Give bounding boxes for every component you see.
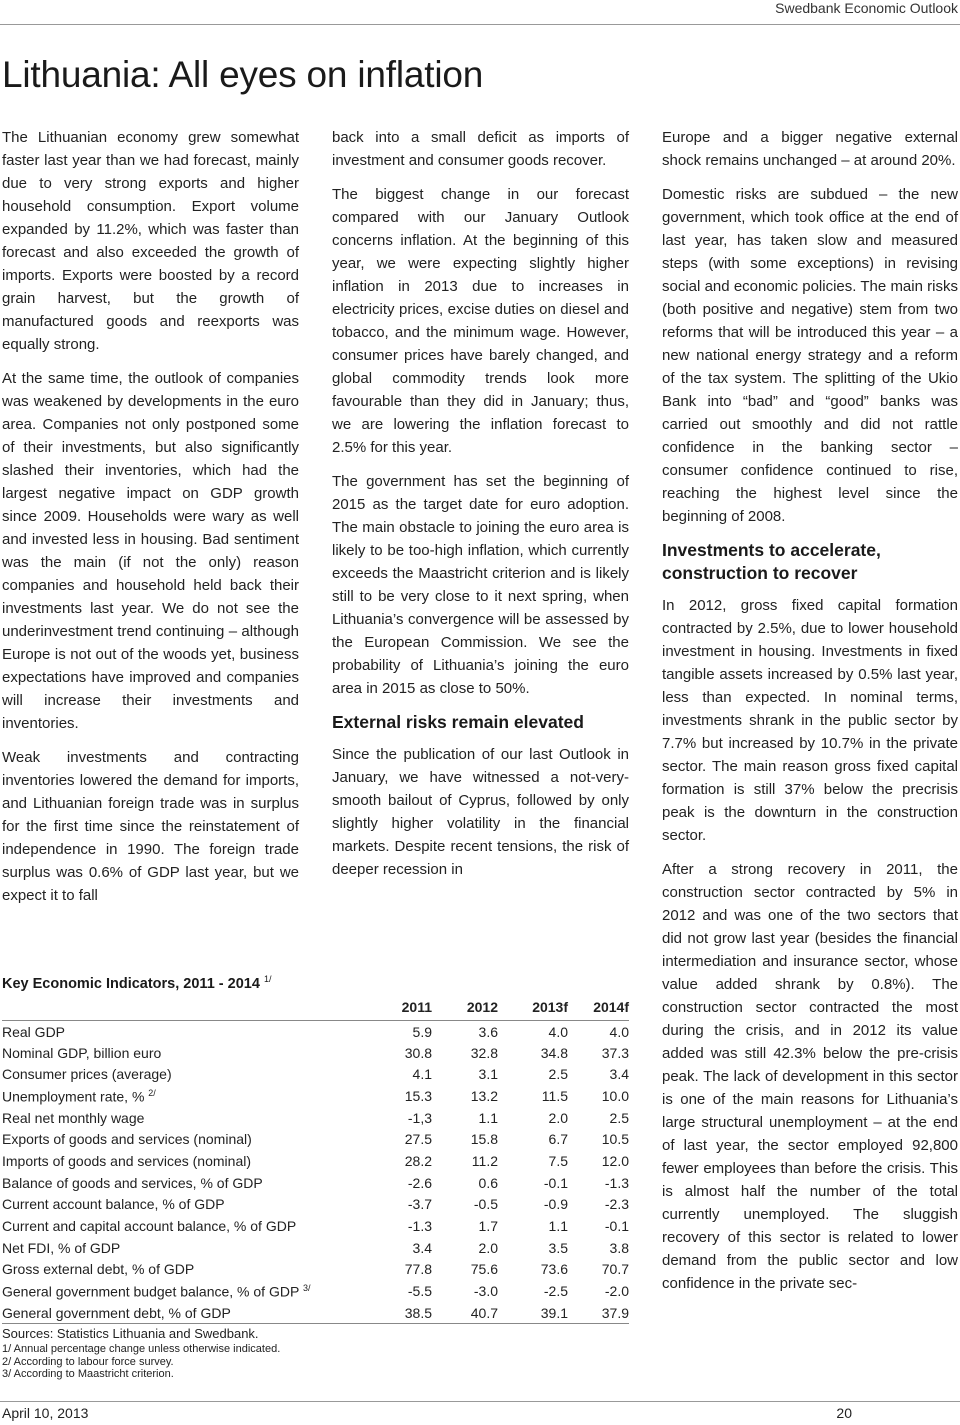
table-cell: 2.0 bbox=[478, 1239, 498, 1256]
table-cell: 3.1 bbox=[478, 1066, 498, 1083]
table-cell: 4.1 bbox=[412, 1066, 432, 1083]
row-label-text: Imports of goods and services (nominal) bbox=[2, 1152, 251, 1169]
table-cell: 3.8 bbox=[609, 1239, 629, 1256]
row-label-text: Real net monthly wage bbox=[2, 1109, 145, 1126]
table-cell: -3.7 bbox=[407, 1196, 432, 1213]
table-cell: 1.1 bbox=[548, 1218, 568, 1235]
section-heading: Investments to accelerate, construction to recover bbox=[662, 540, 881, 583]
table-cell: -1.3 bbox=[407, 1218, 432, 1235]
table-header-cell: 2013f bbox=[498, 996, 568, 1020]
table-cell: 2.5 bbox=[609, 1109, 629, 1126]
table-cell: 37.9 bbox=[568, 1302, 629, 1324]
row-label-text: Balance of goods and services, % of GDP bbox=[2, 1174, 263, 1191]
table-header-cell: 2014f bbox=[568, 996, 629, 1020]
table-row bbox=[2, 1280, 629, 1302]
table-cell: 37.3 bbox=[601, 1044, 629, 1061]
row-label-text: Unemployment rate, % bbox=[2, 1088, 145, 1105]
table-cell: 3.4 bbox=[609, 1066, 629, 1083]
table-note: 1/ Annual percentage change unless otherwise indicated. bbox=[2, 1343, 281, 1355]
table-row bbox=[2, 1194, 629, 1216]
table-cell: 2.5 bbox=[548, 1066, 568, 1083]
paragraph: After a strong recovery in 2011, the construction sector contracted by 5% in 2012 and was one of the two sectors that did not grow last year (besides the financial intermediation and insurance sector, whose value added shrank by 0.8%). The construction sector contracted the most during the crisis, and in 2012 its value added was still 42.3% below the pre-crisis peak. The lack of development in this sector is one of the main reasons for Lithuania’s large structural unemployment – at the end of last year, the sector employed 92,800 fewer employees than before the crisis. This is almost half the number of the total currently unemployed. The sluggish recovery of this sector is related to lower demand from the public sector and low confidence in the private sec- bbox=[662, 861, 958, 1292]
row-label-text: Real GDP bbox=[2, 1024, 66, 1041]
article-column-1 bbox=[2, 126, 299, 918]
table-row bbox=[2, 1085, 629, 1107]
footnote-marker: 2/ bbox=[148, 1087, 156, 1098]
table-cell: 0.6 bbox=[478, 1174, 498, 1191]
row-label bbox=[2, 1020, 373, 1042]
publication-name: Swedbank Economic Outlook bbox=[775, 0, 958, 16]
table-cell: 34.8 bbox=[540, 1044, 568, 1061]
table-cell: 28.2 bbox=[404, 1152, 432, 1169]
row-label bbox=[2, 1042, 373, 1064]
table-cell: 11.2 bbox=[471, 1152, 498, 1169]
row-label bbox=[2, 1172, 373, 1194]
table-cell: 39.1 bbox=[498, 1302, 568, 1324]
paragraph: Domestic risks are subdued – the new government, which took office at the end of last year, has taken slow and measured steps (with some exceptions) in revising social and economic policies. The main risks (both positive and negative) stem from two reforms that will be introduced this year – a new national energy strategy and a reform of the tax system. The splitting of the Ukio Bank into “bad” and “good” banks was carried out smoothly and did not rattle confidence in the banking sector – consumer confidence continued to rise, reaching the highest level since the beginning of 2008. bbox=[662, 186, 958, 525]
page-title: Lithuania: All eyes on inflation bbox=[2, 54, 484, 95]
table-cell: 40.7 bbox=[432, 1302, 498, 1324]
section-heading: External risks remain elevated bbox=[332, 712, 584, 732]
table-header-cell: 2011 bbox=[373, 996, 432, 1020]
footer-date: April 10, 2013 bbox=[2, 1405, 89, 1421]
table-cell: 32.8 bbox=[470, 1044, 498, 1061]
table-cell: 11.5 bbox=[541, 1087, 568, 1104]
table-cell: -0.9 bbox=[543, 1196, 568, 1213]
table-cell: 13.2 bbox=[470, 1087, 498, 1104]
row-label-text: Nominal GDP, billion euro bbox=[2, 1044, 162, 1061]
row-label bbox=[2, 1280, 373, 1302]
table-cell: 15.3 bbox=[404, 1087, 432, 1104]
table-cell: 6.7 bbox=[548, 1131, 568, 1148]
table-cell: 2.0 bbox=[548, 1109, 568, 1126]
article-column-3 bbox=[662, 126, 958, 1306]
table-cell: 77.8 bbox=[404, 1261, 432, 1278]
table-cell: 3.6 bbox=[478, 1024, 498, 1041]
row-label bbox=[2, 1107, 373, 1129]
paragraph: Weak investments and contracting inventories lowered the demand for imports, and Lithuanian foreign trade was in surplus for the first time since the reinstatement of independence in 1990. The foreign trade surplus was 0.6% of GDP last year, but we expect it to fall bbox=[2, 749, 299, 904]
table-row bbox=[2, 1128, 629, 1150]
table-header-label bbox=[2, 996, 373, 1020]
row-label-text: Gross external debt, % of GDP bbox=[2, 1261, 195, 1278]
table-cell: 1.7 bbox=[478, 1218, 498, 1235]
table-cell: -2.6 bbox=[407, 1174, 432, 1191]
table-title bbox=[2, 974, 271, 992]
table-row bbox=[2, 1259, 629, 1281]
table-cell: 10.0 bbox=[601, 1087, 629, 1104]
row-label bbox=[2, 1150, 373, 1172]
paragraph: The biggest change in our forecast compared with our January Outlook concerns inflation. At the beginning of this year, we were expecting slightly higher inflation in 2013 due to increases in electricity prices, excise duties on diesel and tobacco, and the minimum wage. However, consumer prices have barely changed, and global commodity trends look more favourable than they did in January; thus, we are lowering the inflation forecast to 2.5% for this year. bbox=[332, 186, 629, 456]
row-label-text: Exports of goods and services (nominal) bbox=[2, 1131, 252, 1148]
table-cell: 3.5 bbox=[548, 1239, 568, 1256]
table-cell: -1,3 bbox=[407, 1109, 432, 1126]
table-cell: 73.6 bbox=[540, 1261, 568, 1278]
table-note: 3/ According to Maastricht criterion. bbox=[2, 1368, 174, 1380]
row-label-text: Current and capital account balance, % of GDP bbox=[2, 1218, 297, 1235]
table-cell: 7.5 bbox=[548, 1152, 568, 1169]
table-cell: -3.0 bbox=[473, 1283, 498, 1300]
row-label-text: Current account balance, % of GDP bbox=[2, 1196, 225, 1213]
table-row bbox=[2, 1302, 629, 1324]
row-label-text: General government debt, % of GDP bbox=[2, 1304, 231, 1321]
key-indicators-table bbox=[2, 996, 629, 1324]
table-cell: 38.5 bbox=[373, 1302, 432, 1324]
table-row bbox=[2, 1063, 629, 1085]
paragraph: At the same time, the outlook of companies was weakened by developments in the euro area. Companies not only postponed some of their investments, but also significantly slashed their inventories, which had the largest negative impact on GDP growth since 2009. Households were wary as well and invested less in housing. Bad sentiment was the main (if not the only) reason companies and household held back their investments last year. We do not see the underinvestment trend continuing – although Europe is not out of the woods yet, business expectations have improved and companies will increase their investments and inventories. bbox=[2, 370, 299, 732]
table-cell: 75.6 bbox=[470, 1261, 498, 1278]
table-cell: -5.5 bbox=[407, 1283, 432, 1300]
table-cell: 3.4 bbox=[412, 1239, 432, 1256]
row-label bbox=[2, 1063, 373, 1085]
table-cell: 4.0 bbox=[548, 1024, 568, 1041]
table-body bbox=[2, 1020, 629, 1324]
table-header-row bbox=[2, 996, 629, 1020]
table-cell: 1.1 bbox=[478, 1109, 498, 1126]
table-title-text: Key Economic Indicators, 2011 - 2014 bbox=[2, 975, 260, 992]
footnote-marker: 3/ bbox=[302, 1282, 311, 1293]
table-row bbox=[2, 1042, 629, 1064]
table-cell: -0.1 bbox=[604, 1218, 629, 1235]
row-label-text: Net FDI, % of GDP bbox=[2, 1239, 121, 1256]
row-label-text: General government budget balance, % of GDP bbox=[2, 1283, 300, 1300]
row-label bbox=[2, 1215, 373, 1237]
row-label bbox=[2, 1302, 373, 1324]
table-cell: 30.8 bbox=[404, 1044, 432, 1061]
table-header-cell: 2012 bbox=[432, 996, 498, 1020]
table-row bbox=[2, 1107, 629, 1129]
table-cell: 10.5 bbox=[601, 1131, 629, 1148]
paragraph: Europe and a bigger negative external shock remains unchanged – at around 20%. bbox=[662, 129, 958, 169]
table-row bbox=[2, 1215, 629, 1237]
row-label bbox=[2, 1259, 373, 1281]
table-notes bbox=[2, 1343, 280, 1381]
paragraph: The government has set the beginning of 2015 as the target date for euro adoption. The main obstacle to joining the euro area is likely to be too-high inflation, which currently exceeds the Maastricht criterion and is likely still to be very close to it next spring, when Lithuania’s convergence will be assessed by the European Commission. We see the probability of Lithuania’s joining the euro area in 2015 as close to 50%. bbox=[332, 473, 629, 697]
paragraph: Since the publication of our last Outlook in January, we have witnessed a not-very-smooth bailout of Cyprus, followed by only slightly higher volatility in the financial markets. Despite recent tensions, the risk of deeper recession in bbox=[332, 746, 629, 878]
table-row bbox=[2, 1237, 629, 1259]
table-sources: Sources: Statistics Lithuania and Swedbank. bbox=[2, 1326, 259, 1341]
table-row bbox=[2, 1150, 629, 1172]
row-label bbox=[2, 1237, 373, 1259]
table-row bbox=[2, 1172, 629, 1194]
article-column-2 bbox=[332, 126, 629, 892]
paragraph: The Lithuanian economy grew somewhat faster last year than we had forecast, mainly due to very strong exports and higher household consumption. Export volume expanded by 11.2%, which was faster than forecast and also exceeded the growth of imports. Exports were boosted by a record grain harvest, but the growth of manufactured goods and reexports was equally strong. bbox=[2, 129, 299, 353]
paragraph: back into a small deficit as imports of investment and consumer goods recover. bbox=[332, 129, 629, 169]
table-cell: -2.3 bbox=[604, 1196, 629, 1213]
footer-divider bbox=[0, 1401, 960, 1402]
table-cell: -1.3 bbox=[604, 1174, 629, 1191]
table-cell: 15.8 bbox=[470, 1131, 498, 1148]
table-cell: 5.9 bbox=[412, 1024, 432, 1041]
table-cell: 12.0 bbox=[601, 1152, 629, 1169]
table-cell: -0.1 bbox=[543, 1174, 568, 1191]
table-cell: -2.5 bbox=[543, 1283, 568, 1300]
table-cell: 70.7 bbox=[601, 1261, 629, 1278]
row-label-text: Consumer prices (average) bbox=[2, 1066, 172, 1083]
table-note: 2/ According to labour force survey. bbox=[2, 1355, 174, 1368]
table-title-footnote-marker: 1/ bbox=[263, 974, 272, 984]
table-row bbox=[2, 1020, 629, 1042]
row-label bbox=[2, 1128, 373, 1150]
row-label bbox=[2, 1194, 373, 1216]
table-cell: 4.0 bbox=[609, 1024, 629, 1041]
table-cell: 27.5 bbox=[404, 1131, 432, 1148]
page-number: 20 bbox=[836, 1405, 852, 1421]
table-cell: -0.5 bbox=[473, 1196, 498, 1213]
paragraph: In 2012, gross fixed capital formation contracted by 2.5%, due to lower household investment in housing. Investments in fixed tangible assets increased by 0.5% last year, less than expected. In nominal terms, investments shrank in the public sector by 7.7% but increased by 10.7% in the private sector. The main reason gross fixed capital formation is still 37% below the precrisis peak is the downturn in the construction sector. bbox=[662, 597, 958, 844]
table-cell: -2.0 bbox=[604, 1283, 629, 1300]
row-label bbox=[2, 1085, 373, 1107]
header-divider bbox=[0, 24, 960, 25]
